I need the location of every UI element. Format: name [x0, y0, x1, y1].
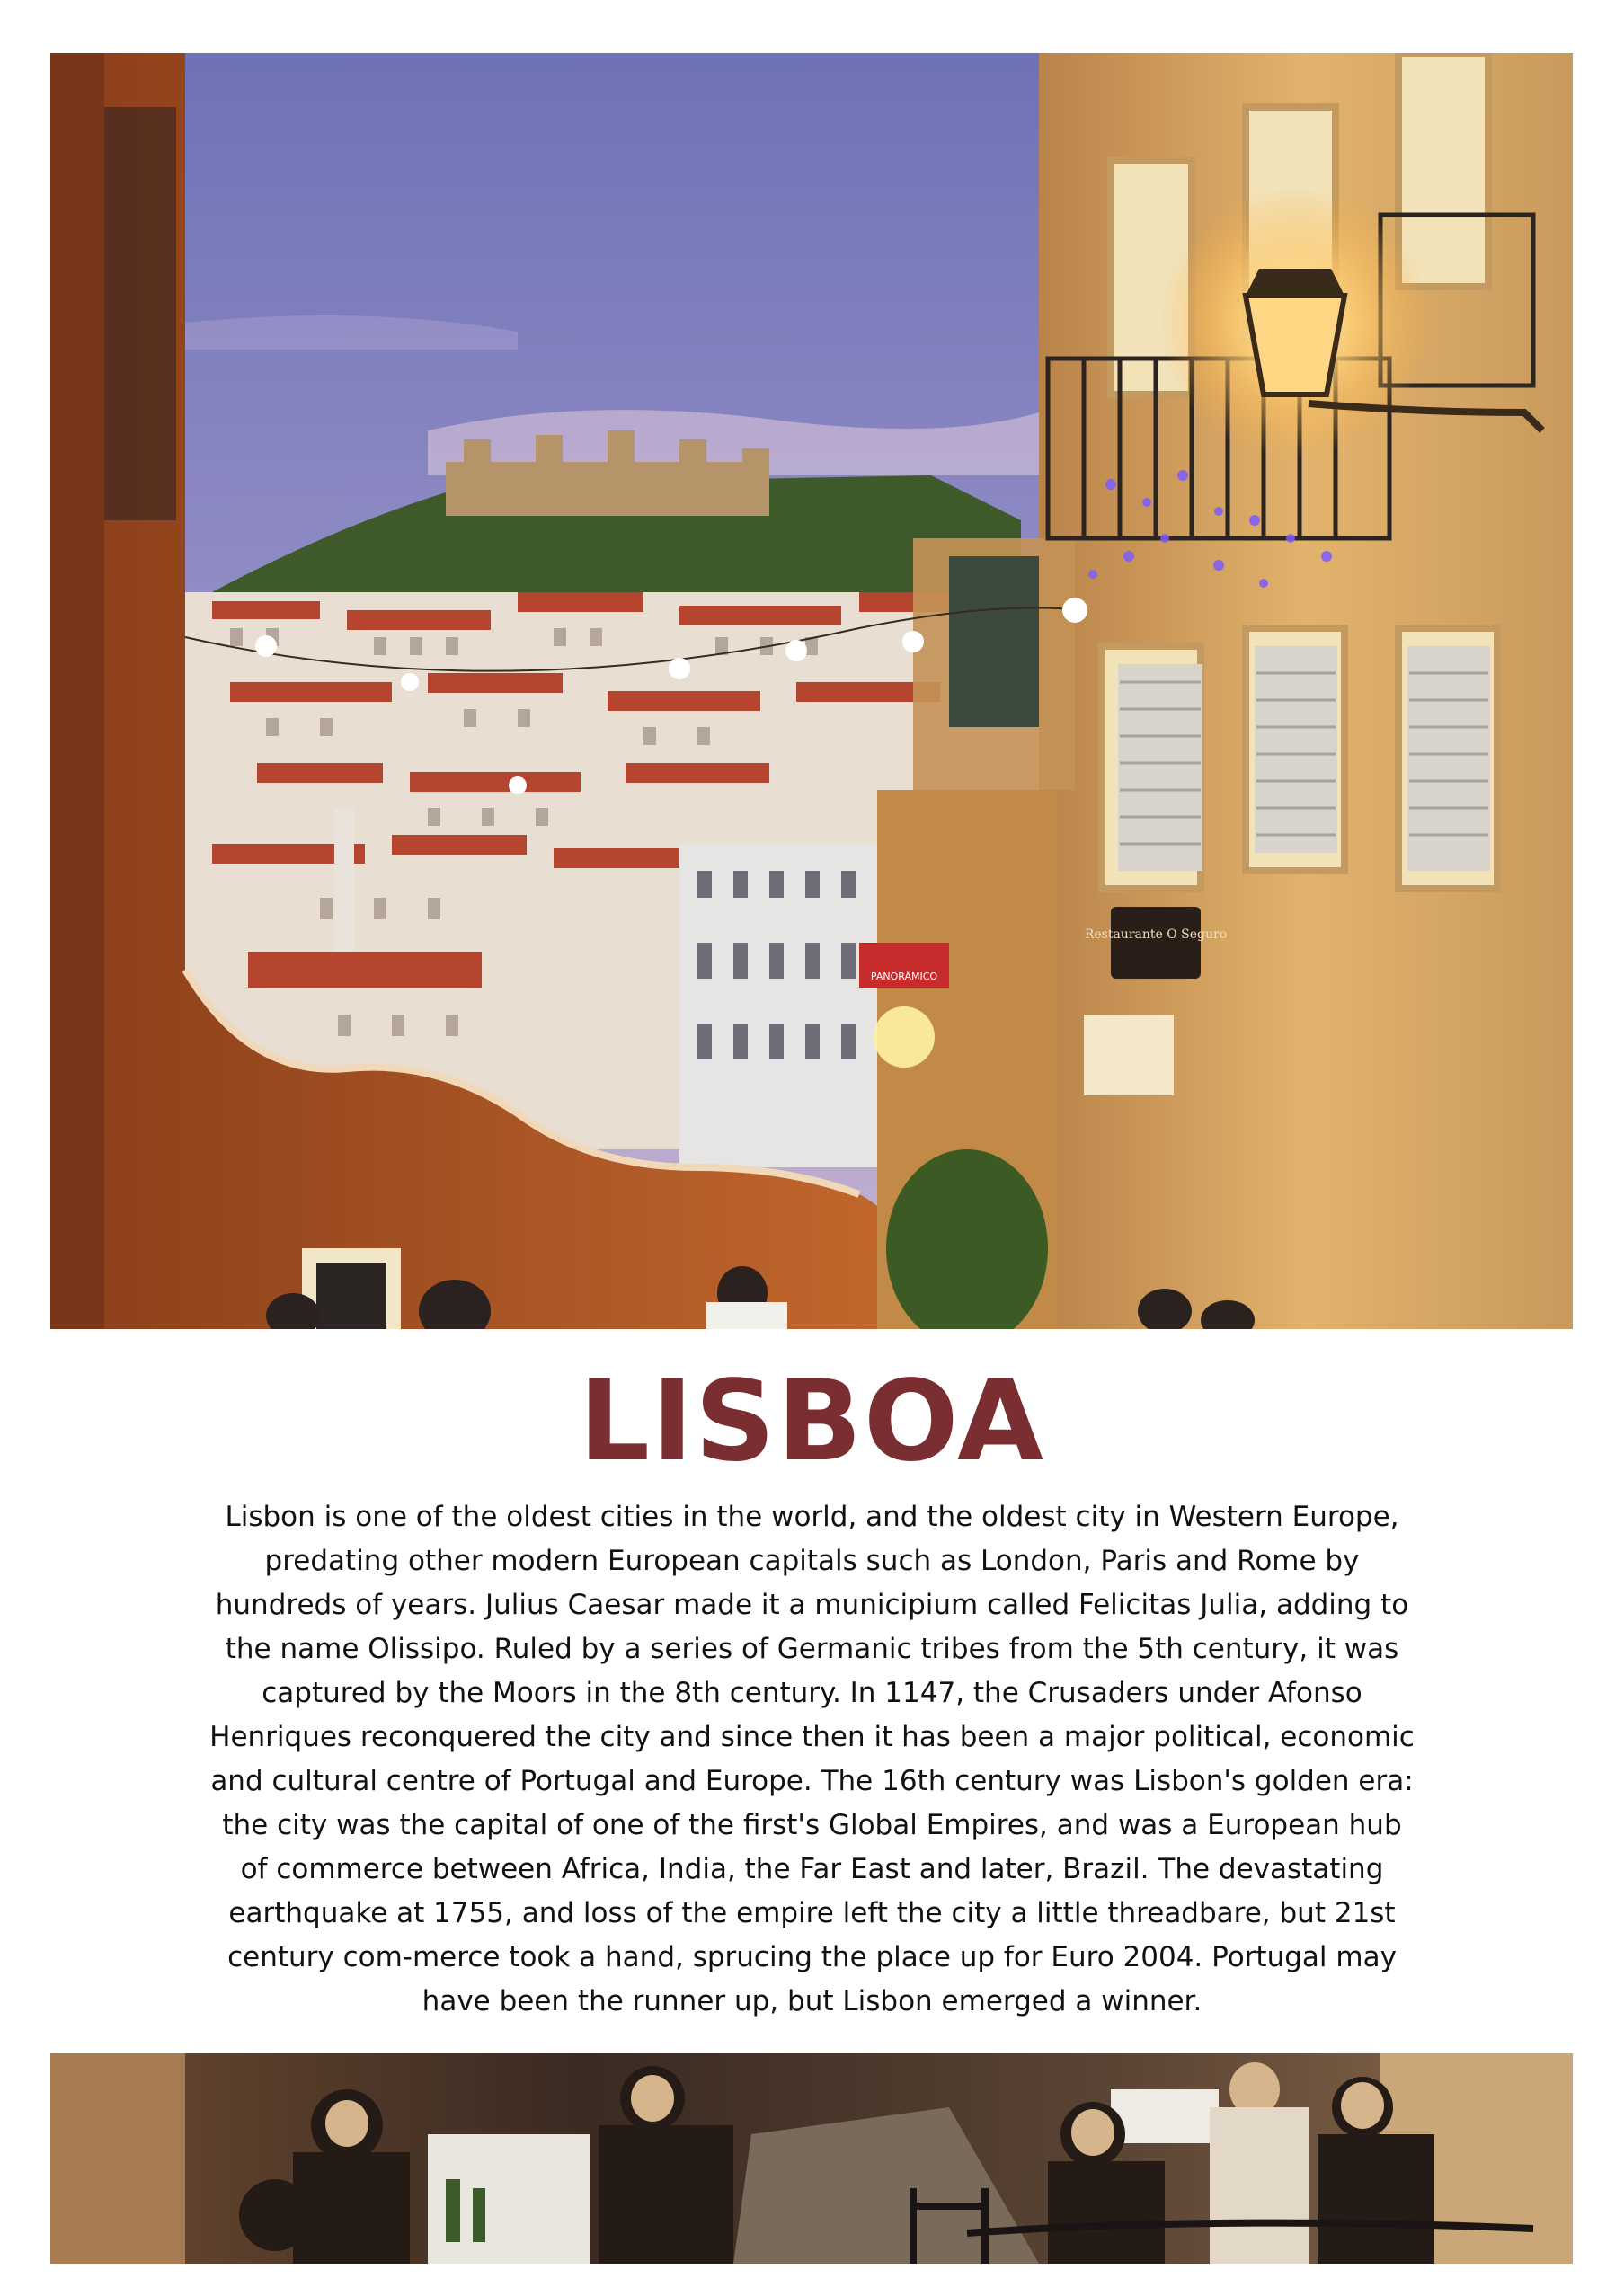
- outdoor-diners-illustration: [50, 2053, 1573, 2264]
- panoramico-sign: [865, 966, 944, 984]
- svg-text:Restaurante O Seguro: Restaurante O Seguro: [1084, 927, 1228, 942]
- svg-text:PANORÂMICO: PANORÂMICO: [870, 971, 938, 982]
- footer-photo: [50, 2053, 1573, 2264]
- lisbon-street-illustration: [50, 53, 1573, 1329]
- hero-photo: [50, 53, 1573, 1329]
- page-title: LISBOA: [578, 1357, 1046, 1486]
- body-paragraph: Lisbon is one of the oldest cities in the world, and the oldest city in Western Europe, predating other modern European capitals such as London, Paris and Rome by hundreds of years. Julius Caesar made it a municipium called Felicitas Julia, adding to the name Olissipo. Ruled by a series of Germanic tribes from the 5th century, it was captured by the Moors in the 8th century. In 1147, the Crusaders under Afonso Henriques reconquered the city and since then it has been a major political, economic and cultural centre of Portugal and Europe. The 16th century was Lisbon's golden era: the city was the capital of one of the first's Global Empires, and was a European hub of commerce between Africa, India, the Far East and later, Brazil. The devastating earthquake at 1755, and loss of the empire left the city a little threadbare, but 21st century com-merce took a hand, sprucing the place up for Euro 2004. Portugal may have been the runner up, but Lisbon emerged a winner.: [209, 1501, 1415, 2017]
